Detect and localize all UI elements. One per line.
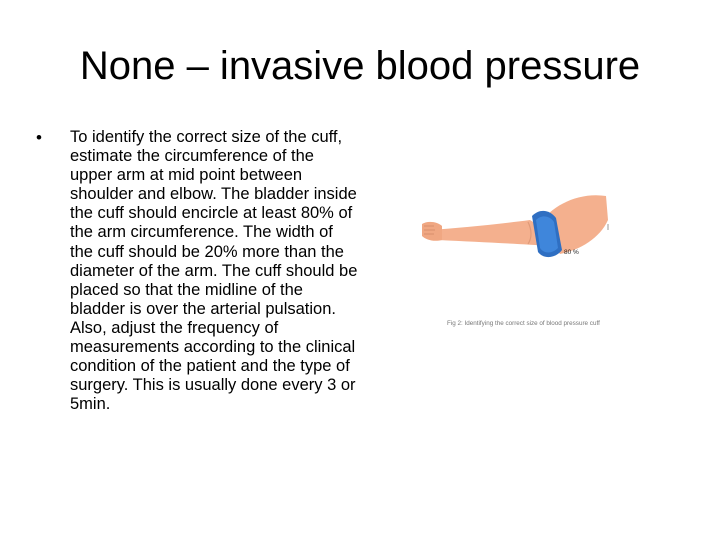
bullet-text: To identify the correct size of the cuff, estimate the circumference of the upper arm at mid point between shoulder and elbow. The bladder inside the cuff should encircle at least 80% of the arm circumference. The width of the cuff should be 20% more than the diameter of the arm. The cuff should be placed so that the midline of the bladder is over the arterial pulsation. Also, adjust the frequency of measurements according to the clinical condition of the patient and the type of surgery. This is usually done every 3 or 5min. bbox=[70, 128, 358, 414]
arm-cuff-figure bbox=[420, 190, 612, 340]
arm-illustration bbox=[420, 190, 612, 320]
figure-caption: Fig 2: Identifying the correct size of blood pressure cuff bbox=[447, 320, 600, 327]
cuff-percentage-label: 80 % bbox=[564, 249, 579, 256]
bullet-marker: • bbox=[36, 128, 42, 147]
hand-shape bbox=[422, 222, 442, 241]
slide-title: None – invasive blood pressure bbox=[79, 44, 641, 88]
